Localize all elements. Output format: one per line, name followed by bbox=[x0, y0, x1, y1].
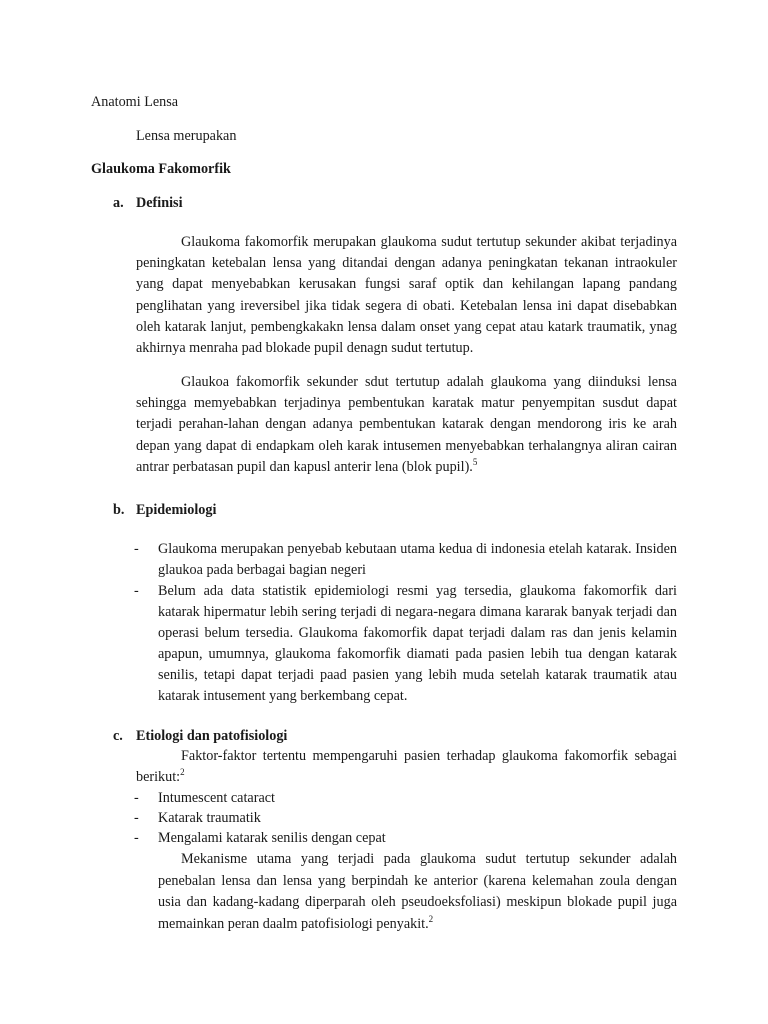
dash-bullet: - bbox=[134, 541, 139, 557]
definisi-paragraph-2-text: Glaukoa fakomorfik sekunder sdut tertutup adalah glaukoma yang diinduksi lensa sehingga memyebabkan terjadinya pembentukan karatak matur penyempitan susdut dapat terjadi perahan-lahan dengan adanya pembentukan katarak dengan mendorong iris ke arah depan yang dapat di endapkam oleh karak intusemen menyebabkan terhalangnya aliran cairan antrar perbatasan pupil dan kapusl anterir lena (blok pupil). bbox=[136, 374, 677, 475]
section-c-title: Etiologi dan patofisiologi bbox=[136, 728, 288, 744]
list-item bbox=[134, 581, 677, 707]
list-item-text: Mengalami katarak senilis dengan cepat bbox=[158, 830, 386, 846]
heading-glaukoma-fakomorfik: Glaukoma Fakomorfik bbox=[91, 161, 231, 177]
section-b-title: Epidemiologi bbox=[136, 502, 217, 518]
definisi-paragraph-2 bbox=[136, 372, 677, 478]
epidemiologi-list bbox=[134, 539, 677, 707]
section-a-title: Definisi bbox=[136, 195, 183, 211]
list-item bbox=[134, 539, 677, 581]
intro-line: Lensa merupakan bbox=[136, 128, 237, 144]
section-a-marker: a. bbox=[113, 195, 124, 211]
section-b-marker: b. bbox=[113, 502, 125, 518]
dash-bullet: - bbox=[134, 830, 139, 846]
list-item bbox=[134, 808, 677, 828]
dash-bullet: - bbox=[134, 583, 139, 599]
definisi-paragraph-1-text: Glaukoma fakomorfik merupakan glaukoma sudut tertutup sekunder akibat terjadinya peningkatan ketebalan lensa yang ditandai dengan adanya peningkatan tekanan intraokuler yang dapat menyebabkan kerusakan fungsi saraf optik dan kehilangan lapang pandang penglihatan yang ireversibel jika tidak segera di obati. Ketebalan lensa ini dapat disebabkan oleh katarak lanjut, pembengkakakn lensa dalam onset yang cepat atau katark traumatik, ynag akhirnya menraha pad blokade pupil denagn sudut tertutup. bbox=[136, 234, 677, 357]
reference-superscript: 2 bbox=[180, 767, 185, 777]
reference-superscript: 5 bbox=[472, 456, 478, 467]
list-item bbox=[134, 788, 677, 808]
list-item-text: Glaukoma merupakan penyebab kebutaan utama kedua di indonesia etelah katarak. Insiden glaukoa pada berbagai bagian negeri bbox=[158, 541, 677, 578]
etiologi-list bbox=[134, 788, 677, 848]
heading-anatomi-lensa: Anatomi Lensa bbox=[91, 94, 179, 110]
list-item-text: Belum ada data statistik epidemiologi resmi yag tersedia, glaukoma fakomorfik dari katarak hipermatur lebih sering terjadi di negara-negara dimana kararak banyak terjadi dan operasi belum tersedia. Glaukoma fakomorfik dapat terjadi dalam ras dan jenis kelamin apapun, umumnya, glaukoma fakomorfik diamati pada pasien lebih tua dengan katarak senilis, tetapi dapat terjadi paad pasien yang lebih muda setelah katarak traumatik atau katarak intusement yang berkembang cepat. bbox=[158, 583, 677, 704]
dash-bullet: - bbox=[134, 810, 139, 826]
etiologi-intro-text: Faktor-faktor tertentu mempengaruhi pasien terhadap glaukoma fakomorfik sebagai berikut: bbox=[136, 748, 677, 785]
list-item-text: Katarak traumatik bbox=[158, 810, 261, 826]
section-c-marker: c. bbox=[113, 728, 123, 744]
dash-bullet: - bbox=[134, 790, 139, 806]
list-item-text: Intumescent cataract bbox=[158, 790, 275, 806]
etiologi-intro bbox=[136, 746, 677, 788]
etiologi-paragraph bbox=[158, 849, 677, 935]
etiologi-paragraph-text: Mekanisme utama yang terjadi pada glaukoma sudut tertutup sekunder adalah penebalan lensa dan lensa yang berpindah ke anterior (karena kelemahan zoula dengan usia dan kadang-kadang diperparah oleh pseudoeksfoliasi) meskipun blokade pupil juga memainkan peran daalm patofisiologi penyakit. bbox=[158, 851, 677, 932]
definisi-paragraph-1 bbox=[136, 232, 677, 359]
reference-superscript: 2 bbox=[428, 913, 434, 924]
list-item bbox=[134, 828, 677, 848]
